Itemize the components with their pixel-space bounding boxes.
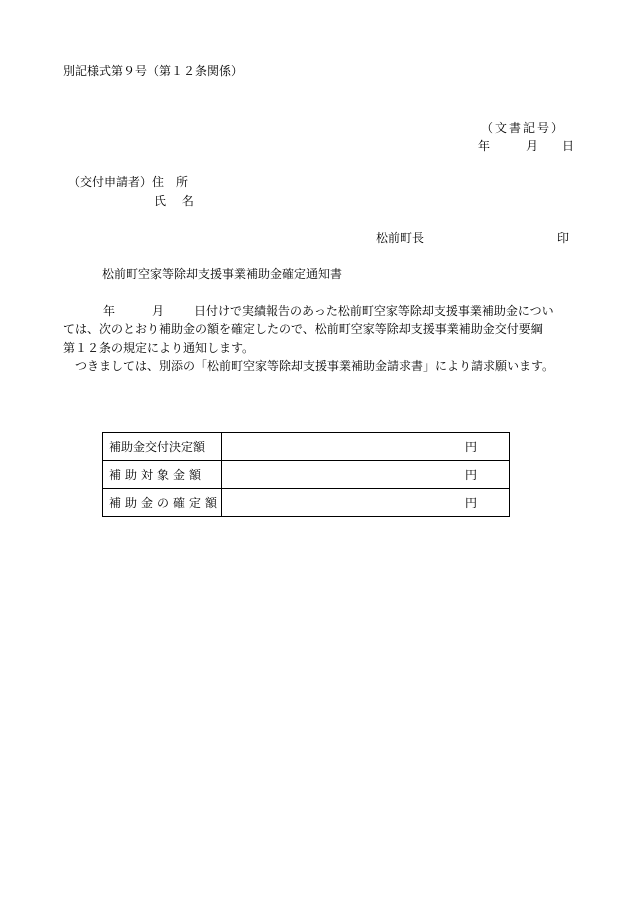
seal-mark: 印 bbox=[557, 231, 570, 245]
row-value bbox=[222, 433, 510, 461]
body-line-2: ては、次のとおり補助金の額を確定したので、松前町空家等除却支援事業補助金交付要綱 bbox=[63, 322, 543, 336]
address-label: 住 所 bbox=[152, 175, 189, 189]
document-title: 松前町空家等除却支援事業補助金確定通知書 bbox=[102, 267, 343, 281]
date-month: 月 bbox=[526, 139, 539, 153]
yen-unit: 円 bbox=[464, 468, 477, 482]
date-year: 年 bbox=[478, 139, 491, 153]
body-month: 月 bbox=[152, 304, 165, 318]
yen-unit: 円 bbox=[464, 440, 477, 454]
date-day: 日 bbox=[562, 139, 575, 153]
body-line-3: 第１２条の規定により通知します。 bbox=[63, 341, 255, 355]
form-label: 別記様式第９号（第１２条関係） bbox=[63, 64, 244, 78]
row-label: 補助金交付決定額 bbox=[103, 433, 222, 461]
body-year: 年 bbox=[103, 304, 116, 318]
applicant-label: （交付申請者） bbox=[68, 175, 153, 189]
amount-table bbox=[102, 432, 510, 517]
yen-unit: 円 bbox=[464, 496, 477, 510]
table-row bbox=[103, 461, 510, 489]
row-label: 補助金の確定額 bbox=[103, 489, 222, 517]
name-label: 氏 名 bbox=[154, 194, 194, 208]
body-line-4: つきましては、別添の「松前町空家等除却支援事業補助金請求書」により請求願います。 bbox=[75, 359, 555, 373]
mayor-title: 松前町長 bbox=[376, 231, 425, 245]
document-date bbox=[478, 140, 574, 152]
row-value bbox=[222, 489, 510, 517]
table-row bbox=[103, 489, 510, 517]
table-row bbox=[103, 433, 510, 461]
body-line-1 bbox=[103, 305, 554, 317]
body-line-1-text: 日付けで実績報告のあった松前町空家等除却支援事業補助金につい bbox=[194, 304, 554, 318]
row-value bbox=[222, 461, 510, 489]
row-label: 補助対象金額 bbox=[103, 461, 222, 489]
document-number: （文書記号） bbox=[481, 121, 566, 135]
